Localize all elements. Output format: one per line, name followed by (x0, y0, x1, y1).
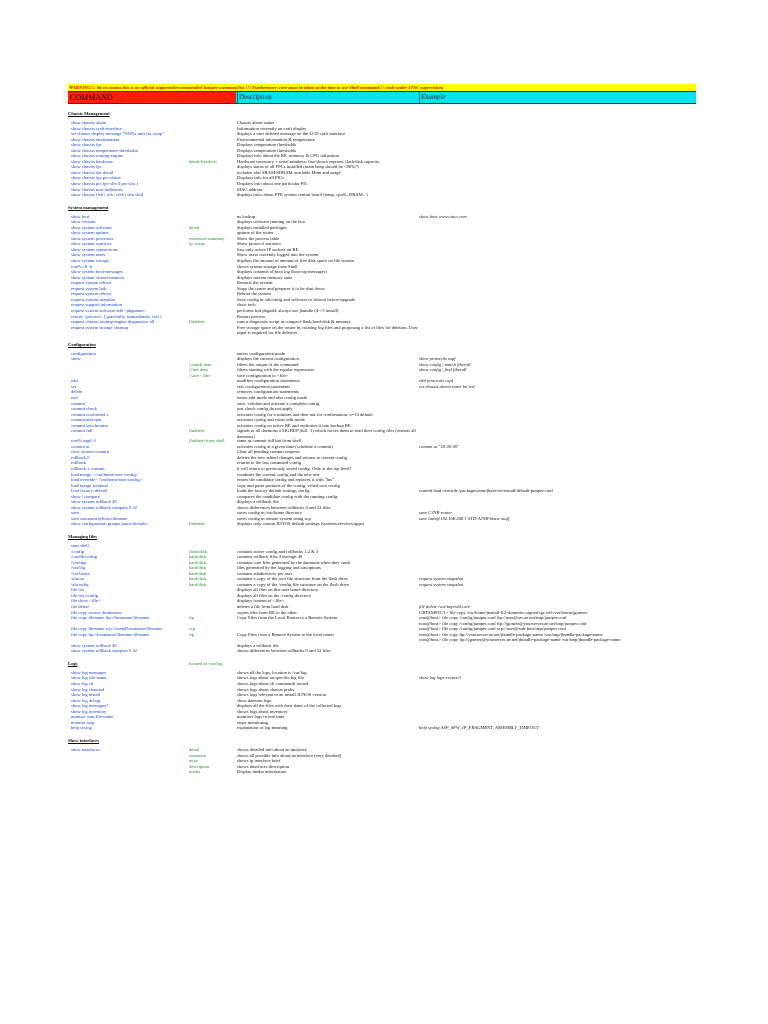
command-cell: show log install (71, 692, 101, 698)
description-cell: Reboot the system (237, 291, 271, 297)
example-cell: save CJNR-router (419, 510, 453, 516)
command-cell: show (71, 356, 81, 362)
description-cell: performs bsd pkgadd; always use jbundle (4->5 install) (237, 307, 339, 313)
option-cell: scp (189, 626, 196, 632)
description-cell: lists only active IP sockets on RE (237, 246, 299, 252)
description-cell: monitors logs in real time (237, 714, 285, 720)
description-cell: displays current memory state (237, 274, 293, 280)
command-cell: show system storage (71, 258, 110, 264)
description-cell: Displays info for all PICs (237, 175, 284, 181)
description-cell: Clear all pending commit requests (237, 449, 301, 455)
description-cell: explanation of log meaning (237, 725, 288, 731)
section-title (68, 534, 696, 540)
command-cell: show chassis mac-addresses (71, 186, 123, 192)
command-cell: file list /config (71, 592, 99, 598)
command-cell: help syslog (71, 725, 92, 731)
section-title-text: Logs (68, 660, 78, 666)
description-cell: exists edit mode and also config mode (237, 394, 308, 400)
command-cell: show system statistics (71, 241, 112, 247)
command-cell: delete (71, 389, 82, 395)
option-cell: terse (189, 758, 198, 764)
description-cell: removes configuration statements (237, 389, 299, 395)
description-cell: displays all the files with their dates of the collected logs (237, 703, 342, 709)
example-cell: save lazo@192.168.268.1:STD-AJNR-basic-stuff (419, 515, 510, 521)
option-cell: (hidden) from shell (189, 438, 225, 444)
command-cell: show chassis routing-engine (71, 153, 124, 159)
description-cell: filters the output of the command (237, 361, 299, 367)
description-cell: copies files from RE to the other (237, 609, 297, 615)
description-cell: Stops the router and prepares it to be shut down (237, 285, 325, 291)
description-cell: displays software running on the box (237, 219, 306, 225)
option-cell: ip, icmp... (189, 241, 208, 247)
option-cell: hard/disk (189, 565, 207, 571)
description-cell: contains active config and rollbacks 1,2 & 3 (237, 548, 319, 554)
description-cell: contains a copy of the /config file structure on the flash drive (237, 581, 350, 587)
option-cell: detail (189, 746, 200, 752)
option-cell: | match item (189, 361, 212, 367)
command-cell: file show <file> (71, 598, 101, 604)
command-cell: load merge </var/home/user/config> (71, 471, 139, 477)
example-cell: show config | match fiberall (419, 361, 471, 367)
section-title (68, 205, 696, 211)
section-title-text: Configuration (68, 341, 96, 347)
command-cell: show system rollback compare 0 32 (71, 504, 137, 510)
command-cell: show log inventory (71, 708, 107, 714)
command-cell: load override </var/home/user/config> (71, 477, 143, 483)
description-cell: signals to all daemons a SIGHUP (kill -1) which forces them to read their config files (restarts all daemons) (237, 428, 416, 439)
description-cell: shows logs about inventory (237, 708, 288, 714)
command-cell: load factory-default (71, 488, 108, 494)
command-cell: show chassis fpc detail (71, 169, 114, 175)
description-cell: shows all the logs, location is /var/log (237, 669, 307, 675)
option-cell: | save <file> (189, 372, 212, 378)
command-cell: show chassis fpc (71, 164, 102, 170)
description-cell: Restarts the system (237, 280, 273, 286)
description-cell: displays contents of boot log (boot-up messages) (237, 269, 327, 275)
section-title (68, 111, 696, 117)
description-cell: activates config and exists edit mode (237, 417, 305, 423)
description-cell: same as commit full but from shell (237, 438, 302, 444)
description-cell: Free storage space on the router by rotating log files and proposing a list of files for deletion. User input is required for file deletion. (237, 324, 418, 336)
command-cell: file list (71, 587, 84, 593)
command-cell: clear system commit (71, 449, 110, 455)
example-cell: help syslog ASP_SFW_IP_FRAGMENT_ASSEMBLY_TIMEOUT (419, 725, 540, 731)
example-cell: root@host> file copy ftp://jgomez@yourserver.ae.net/jbundle-package-name /var/tmp/jbundle-package-name (419, 637, 621, 643)
table-row (68, 725, 696, 731)
command-cell: save (71, 510, 80, 516)
description-cell: Show users currently logged into the system (237, 252, 319, 258)
command-cell: show chassis pic fpc-slot 0 pic-slot 1 (71, 181, 139, 187)
description-cell: contains rollback files 4 through 49 (237, 554, 303, 560)
description-cell: Hardware inventory + serial numbers; fixe shows eeprom, flash/disk capacity (237, 158, 380, 164)
description-cell: shows detailed info about an interface (237, 746, 307, 752)
header-description: Description (237, 92, 421, 103)
command-cell: file copy ftp://hostname/filename filename (71, 631, 150, 637)
option-cell: (hidden) (189, 428, 205, 434)
description-cell: Displays temperature thresholds (237, 142, 297, 148)
option-cell: detail/fixed/ext (189, 158, 217, 164)
description-cell: displays content of <file> (237, 598, 285, 604)
table-row (68, 769, 696, 775)
command-cell: rollback (71, 460, 87, 466)
command-cell: show chassis fpc pic-status (71, 175, 121, 181)
description-cell: shows system storage from Shell (237, 263, 298, 269)
command-cell: set (71, 383, 77, 389)
table-row (68, 325, 696, 335)
description-cell: enters configuration mode (237, 350, 286, 356)
command-cell: monitor start file-name (71, 714, 114, 720)
command-cell: show version (71, 219, 96, 225)
option-cell: (hidden) (189, 319, 205, 325)
section-title-text: Chassis Management (68, 111, 110, 116)
header-example: Example (419, 92, 696, 103)
example-cell: request system snapshot (419, 581, 464, 587)
description-cell: shows interfaces description (237, 763, 290, 769)
column-header-row (68, 91, 696, 104)
command-cell: show system uptime (71, 230, 109, 236)
command-cell: commit at (71, 443, 90, 449)
option-cell: extensive (189, 752, 207, 758)
section (68, 205, 696, 335)
description-cell: Copy Files from a Remote System to the local router (237, 631, 335, 637)
command-cell: commit (71, 400, 86, 406)
section-title (68, 661, 696, 667)
command-cell: show system rollback 40 (71, 642, 117, 648)
command-cell: rollback 0 (71, 454, 90, 460)
description-cell: displays a user defined message on the LCD craft interface (237, 131, 346, 137)
section (68, 342, 696, 527)
command-cell: show chassis [fcb | scb | cfeb | sfm slot] (71, 192, 144, 198)
command-cell: show log cli (71, 681, 94, 687)
command-cell: configuration (71, 350, 96, 356)
command-cell: show log dcbug (71, 697, 101, 703)
command-cell: show log messages? (71, 703, 109, 709)
option-cell: hard/disk (189, 559, 207, 565)
example-cell: root@host> file copy /config/juniper.conf scp://user@sub-host/tmp/juniper.conf (419, 626, 567, 632)
command-cell: show interfaces (71, 746, 100, 752)
description-cell: shows ip interface brief (237, 758, 281, 764)
example-cell: router# load override /packages/mnt/jbase/etc/install/default-juniper.conf (419, 488, 553, 494)
section (68, 534, 696, 654)
table-row (68, 648, 696, 654)
description-cell: displays a rollback file (237, 642, 279, 648)
description-cell: compares the candidate config with the running config (237, 493, 338, 499)
command-cell: show chassis temperature-thresholds (71, 147, 139, 153)
command-cell: show log chassisd (71, 686, 105, 692)
description-cell: sets configuration statements (237, 383, 291, 389)
description-cell: save, validate and activate a complete config (237, 400, 320, 406)
command-cell: request system storage cleanup (71, 324, 129, 330)
description-cell: activates config on active RE and replicates it into backup RE (237, 422, 351, 428)
command-cell: load merge terminal (71, 482, 108, 488)
description-cell: erases the candidate config and replaces it with "his" (237, 477, 334, 483)
description-cell: shows logs about chassis probs (237, 686, 295, 692)
description-cell: displays all files on this user home directory (237, 587, 319, 593)
option-cell: hard/disk (189, 570, 207, 576)
option-cell: ftp (189, 615, 195, 621)
option-cell: extensive/summary (189, 235, 225, 241)
description-cell: shows all possible info about an interface (very detailed) (237, 752, 342, 758)
section (68, 738, 696, 775)
section-title-text: Show interfaces (68, 737, 100, 743)
command-cell: show | compare (71, 493, 100, 499)
command-cell: request system reboot (71, 291, 112, 297)
option-cell: flash/disk (189, 548, 207, 554)
description-cell: Chassis alarm status (237, 120, 275, 125)
sections-container (68, 111, 696, 775)
description-cell: deletes the new edited changes and returns to current config (237, 454, 348, 460)
description-cell: contains subdirectory per user (237, 570, 293, 576)
command-cell: commit and-quit (71, 417, 102, 423)
section (68, 661, 696, 731)
description-cell: Save config in /altconfig and software in /altroot before upgrade (237, 296, 355, 302)
example-cell: show config | find fiberall (419, 367, 467, 373)
example-cell: root@host> file copy /config/juniper.conf ftp://user@ser.ae.net/tmp/juniper.conf (419, 615, 567, 621)
warning-banner: WARNING!!: By no means this is an official supported/recommended Juniper command list !!! Furthermore, care must be taken at the time to use Shell commands!! (only under JTAC supervision) (68, 84, 696, 91)
command-cell: rollback x commit (71, 465, 105, 471)
command-cell: /altroot (71, 576, 85, 582)
description-cell: shows differences between rollbacks 0 and 32 files (237, 504, 331, 510)
command-cell: request system reboot (71, 280, 112, 286)
command-cell: show chassis environment (71, 136, 120, 142)
description-cell: Information currently on craft display (237, 125, 307, 131)
description-cell: filters starting with the regular expression (237, 367, 314, 373)
command-cell: show host (71, 213, 90, 219)
command-cell: request system snapshot (71, 296, 116, 302)
description-cell: displays a rollback file (237, 499, 279, 505)
example-cell: edit protocols ospf (419, 378, 454, 384)
description-cell: activates config at a given time (schedule a commit) (237, 443, 333, 449)
option-cell: description (189, 763, 210, 769)
description-cell: shows differences between rollbacks 0 and 32 files (237, 648, 331, 654)
example-cell: show host www.cisco.com (419, 213, 467, 219)
table-row (68, 521, 696, 527)
command-cell: /config (71, 548, 85, 554)
command-cell: show system connections (71, 246, 118, 252)
description-cell: runs a diagnostic script in compact-flash,hard-disk & memory (237, 319, 352, 325)
option-cell: | find item (189, 367, 208, 373)
description-cell: shows logs about cli commands issued (237, 681, 309, 687)
description-cell: Copy Files from the Local Router to a Remote System (237, 615, 338, 621)
command-cell: file copy source destination (71, 609, 122, 615)
option-cell: hard/disk (189, 576, 207, 582)
description-cell: displays the current configuration (237, 356, 299, 362)
description-cell: combines the current config and the new one (237, 471, 320, 477)
command-cell: request support information (71, 302, 123, 308)
description-cell: saves config in /var/home directory (237, 510, 303, 516)
description-cell: it will return to previously saved config. Only at the top level! (237, 465, 352, 471)
command-cell: save username@host:filename (71, 515, 128, 521)
description-cell: contains core files generated by the daemons when they crash (237, 559, 351, 565)
command-cell: set chassis display message "NNNx unit for swap" (71, 131, 164, 137)
section-title (68, 738, 696, 744)
section-title-text: Managing files (68, 534, 97, 539)
command-cell: show system virtual-memory (71, 274, 125, 280)
description-cell: copy and paste portions of the config, vi/sed root config (237, 482, 340, 488)
command-cell: commit synchronize (71, 422, 109, 428)
description-cell: modifies configuration statements (237, 378, 300, 384)
description-cell: deletes a file from hard disk (237, 604, 289, 610)
description-cell: Displays info about the RE, memory & CPU utilization (237, 153, 339, 159)
command-cell: commit full (71, 428, 93, 434)
section-title (68, 342, 696, 348)
description-cell: loads the factory default settings config (237, 488, 310, 494)
description-cell: just check config do not apply (237, 406, 293, 412)
description-cell: files generated by the logging and tracoptions (237, 565, 321, 571)
example-cell: request system snapshot (419, 576, 464, 582)
description-cell: activates config for x minutes and then ask for confirmation, x=10 default (237, 411, 373, 417)
option-cell: hard/disk (189, 581, 207, 587)
description-cell: displays infos about PFE system central board (temp, cpu%, DRAM...) (237, 192, 368, 198)
option-cell: media (189, 769, 201, 775)
description-cell: MAC address (237, 186, 263, 192)
description-cell: stops monitoring (237, 719, 269, 725)
command-cell: edit (71, 378, 78, 384)
description-cell: returns to the last commited config (237, 460, 302, 466)
command-cell: show chassis fpc (71, 142, 102, 148)
command-cell: /var/tmp (71, 559, 87, 565)
description-cell: ns lookup (237, 213, 255, 219)
section-title-text: System management (68, 204, 109, 210)
description-cell: shows logs about an specific log file (237, 675, 304, 681)
example-cell: GRTAMSTC1> file copy /var/home/jinstall-6.2-domestic-signed.tgz re0:/var/home/jgomez/ (419, 609, 588, 615)
description-cell: displays only certain JUNOS default settings (systems/services/apps) (237, 521, 365, 527)
command-cell: request chassis routing-engine diagnostics all (71, 319, 155, 325)
command-cell: /var/home (71, 570, 90, 576)
description-cell: saves config in remote system using scp (237, 515, 311, 521)
description-cell: Display media information (237, 769, 287, 775)
description-cell: uptime of the router (237, 230, 274, 236)
command-cell: show chassis alarm (71, 120, 107, 125)
option-cell: detail (189, 224, 200, 230)
command-cell: exit (71, 394, 78, 400)
description-cell: Environmental information & temperature (237, 136, 315, 142)
option-cell: ftp (189, 631, 195, 637)
description-cell: save configuration to <file> (237, 372, 289, 378)
section (68, 111, 696, 198)
option-cell: hard/disk (189, 554, 207, 560)
command-cell: request system halt (71, 285, 107, 291)
header-command: COMMAND (68, 92, 236, 103)
command-cell: monitor stop (71, 719, 95, 725)
description-cell: show daemon logs (237, 697, 272, 703)
description-cell: Restart process (237, 313, 265, 319)
command-cell: show system boot-messages (71, 269, 123, 275)
command-cell: show system rollback compare 0 32 (71, 648, 137, 654)
command-cell: root% df -k (71, 263, 93, 269)
example-cell: show log logs-events.0 (419, 675, 461, 681)
command-cell: show log messages (71, 669, 107, 675)
description-cell: show tech (237, 302, 256, 308)
command-cell: show chassis hardware (71, 158, 114, 164)
description-cell: contains a copy of the root file structure from the flash drive (237, 576, 348, 582)
example-cell: root@host> file copy ftp://yourserver.ae.net/jbundle-package-name /var/tmp/jbundle-package-name (419, 631, 603, 637)
command-sheet (68, 84, 696, 775)
example-cell: show protocols ospf (419, 356, 456, 362)
description-cell: Displays info about one particular PIC (237, 181, 308, 187)
command-cell: file delete (71, 604, 90, 610)
example-cell: file delete /var/tmp/old.core (419, 604, 470, 610)
command-cell: show system software (71, 224, 112, 230)
command-cell: /var/db/config (71, 554, 98, 560)
description-cell: Displays temperature thresholds (237, 147, 297, 153)
command-cell: show system rollback 40 (71, 499, 117, 505)
description-cell: Show protocol statistics (237, 241, 281, 247)
description-cell: displays all files on the /config directory (237, 592, 312, 598)
description-cell: includes also SRAM/SDRAM available Mem and usage (237, 169, 341, 175)
command-cell: show system processes (71, 235, 114, 241)
command-cell: /var/log (71, 565, 86, 571)
command-cell: show chassis craft-interface (71, 125, 123, 131)
description-cell: displays the amount of amount of free disk space on file system (237, 258, 354, 264)
command-cell: file copy filename ftp://hostname/filename (71, 615, 150, 621)
command-cell: commit check (71, 406, 97, 412)
command-cell: show log file-name (71, 675, 107, 681)
example-cell: set chassis alarm sonet lol red (419, 383, 475, 389)
command-cell: show configuration groups junos-defaults (71, 521, 148, 527)
command-cell: root% mgd -I (71, 438, 96, 444)
command-cell: file copy filename scp://user@hostname/filename (71, 626, 163, 632)
example-cell: commit at "18:00:00" (419, 443, 460, 449)
section-note: located in /var/log (189, 660, 223, 666)
description-cell: shows logs relevant to an install JUNOS version (237, 692, 326, 698)
table-row (68, 428, 696, 438)
command-cell: restart <process> [ gracefully, immediately, soft ] (71, 313, 162, 319)
option-cell: (hidden) (189, 521, 205, 527)
command-cell: commit confirmed x (71, 411, 109, 417)
description-cell: displays status of all FPCs installed (main heap should be <80%?) (237, 164, 359, 170)
description-cell: displays installed packages (237, 224, 287, 230)
command-cell: /altconfig (71, 581, 89, 587)
command-cell: request system software add <pkgname> (71, 307, 147, 313)
example-cell: root@host> file copy /config/juniper.conf ftp://jgomez@yourserver.ae.net/tmp/juniper.conf (419, 620, 587, 626)
command-cell: start shell (71, 543, 89, 548)
command-cell: show system users (71, 252, 106, 258)
description-cell: Show the process table (237, 235, 280, 241)
table-row (68, 192, 696, 198)
